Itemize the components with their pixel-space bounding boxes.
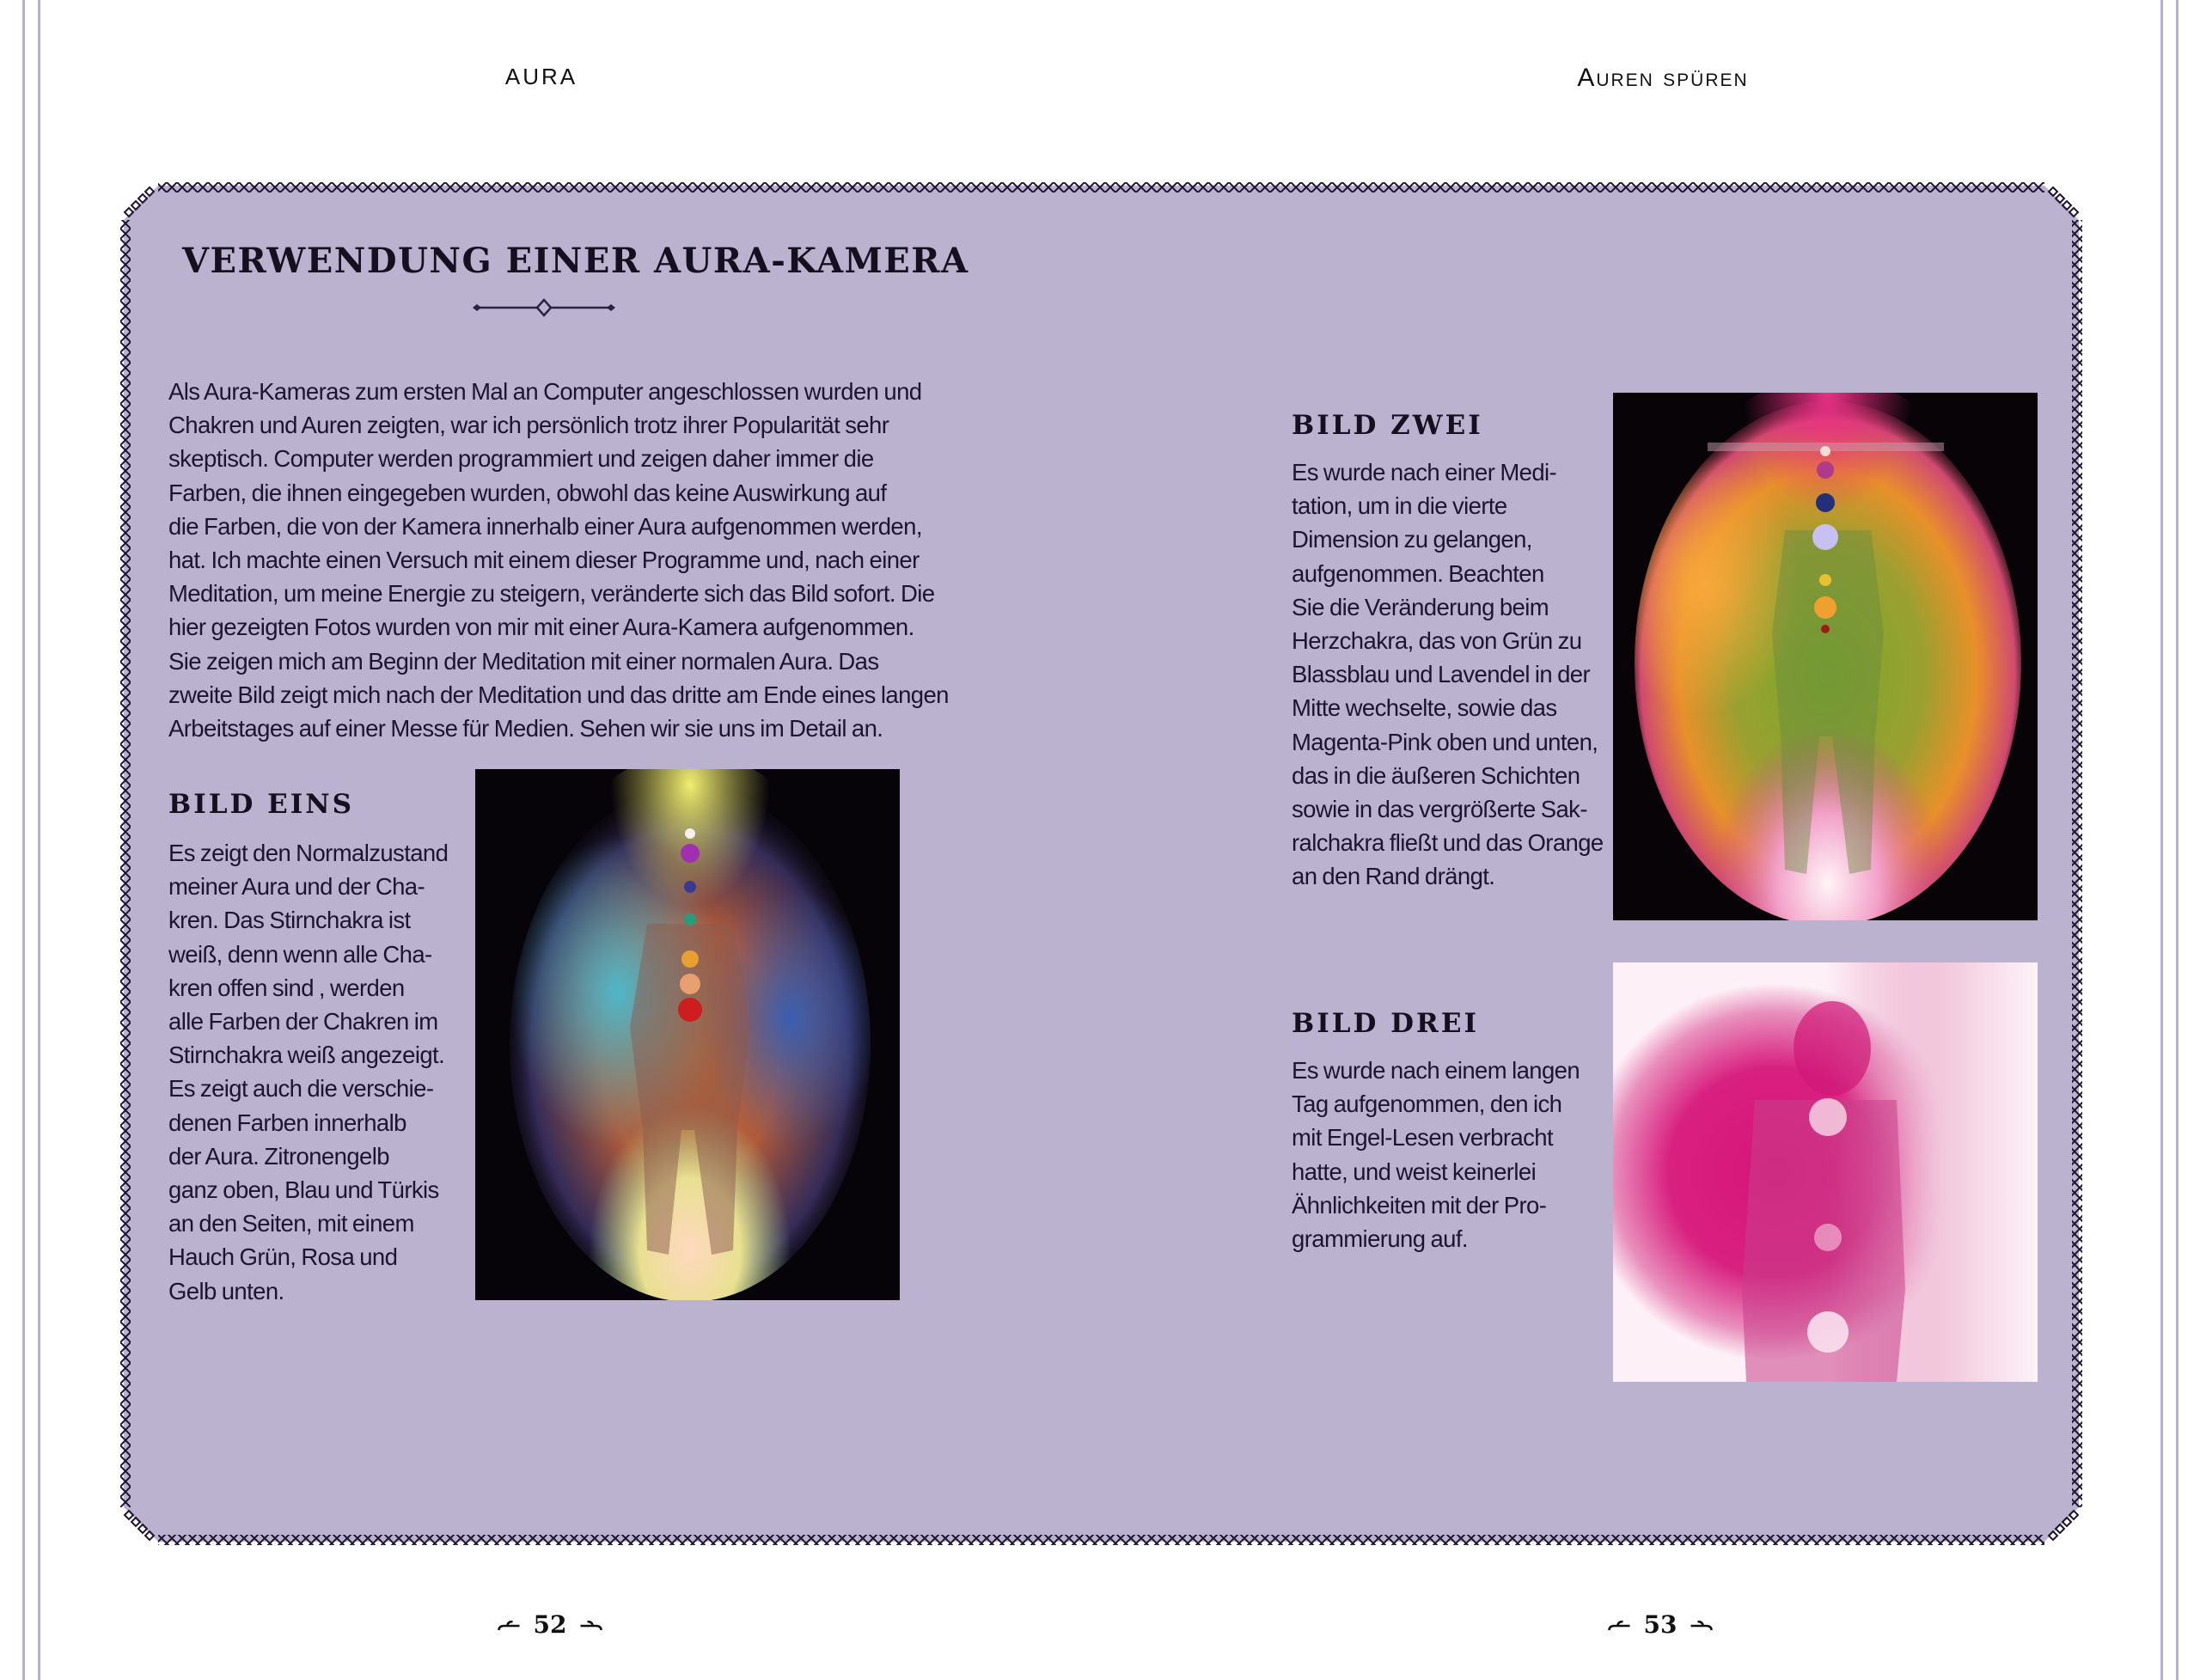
bild-eins-line: Gelb unten.: [168, 1277, 284, 1304]
bild-eins-line: an den Seiten, mit einem: [168, 1210, 414, 1237]
bild-eins-line: Stirnchakra weiß angezeigt.: [168, 1042, 445, 1069]
bild-zwei-line: Blassblau und Lavendel in der: [1292, 661, 1591, 688]
bild-zwei-line: tation, um in die vierte: [1292, 492, 1507, 520]
bild-zwei-line: Es wurde nach einer Medi-: [1292, 459, 1557, 486]
bild-zwei-text: [1292, 455, 1604, 894]
right-page-edge-inner: [2160, 0, 2163, 1680]
left-page-number: [498, 1610, 603, 1639]
intro-paragraph: [168, 375, 949, 745]
bild-zwei-line: aufgenommen. Beachten: [1292, 559, 1544, 587]
left-running-head: AURA: [504, 64, 578, 89]
bild-zwei-line: Herzchakra, das von Grün zu: [1292, 627, 1582, 655]
left-flourish-icon: [1608, 1618, 1632, 1632]
bild-drei-line: mit Engel-Lesen verbracht: [1292, 1124, 1553, 1152]
right-running-head: Auren spüren: [1577, 64, 1749, 92]
bild-eins-line: Hauch Grün, Rosa und: [168, 1243, 398, 1271]
bild-drei-heading: BILD DREI: [1292, 1008, 1479, 1039]
bild-zwei-line: Sie die Veränderung beim: [1292, 593, 1549, 620]
bild-eins-line: alle Farben der Chakren im: [168, 1008, 438, 1035]
right-page-number: [1608, 1610, 1714, 1639]
left-flourish-icon: [498, 1618, 522, 1632]
bild-eins-text: [168, 836, 448, 1308]
intro-line: Farben, die ihnen eingegeben wurden, obwohl das keine Auswirkung auf: [168, 479, 887, 506]
right-page-edge-outer: [2176, 0, 2179, 1680]
bild-zwei-line: Magenta-Pink oben und unten,: [1292, 728, 1598, 755]
bild-zwei-line: sowie in das vergrößerte Sak-: [1292, 796, 1587, 823]
bild-drei-text: [1292, 1054, 1580, 1255]
bild-eins-line: denen Farben innerhalb: [168, 1109, 406, 1136]
intro-line: Meditation, um meine Energie zu steigern, veränderte sich das Bild sofort. Die: [168, 580, 935, 608]
bild-drei-line: Tag aufgenommen, den ich: [1292, 1090, 1562, 1118]
bild-drei-line: hatte, und weist keinerlei: [1292, 1158, 1537, 1185]
section-title: VERWENDUNG EINER AURA-KAMERA: [182, 241, 969, 281]
bild-zwei-line: ralchakra fließt und das Orange: [1292, 829, 1604, 857]
aura-photo-after-meditation: [1613, 393, 2038, 920]
right-flourish-icon: [1689, 1618, 1713, 1632]
bild-eins-heading: BILD EINS: [168, 789, 355, 820]
bild-eins-line: kren. Das Stirnchakra ist: [168, 907, 411, 934]
bild-eins-line: der Aura. Zitronengelb: [168, 1142, 389, 1170]
bild-eins-line: ganz oben, Blau und Türkis: [168, 1176, 439, 1204]
page-number-53: 53: [1643, 1610, 1678, 1639]
bild-zwei-line: Dimension zu gelangen,: [1292, 526, 1532, 553]
left-page-edge-inner: [38, 0, 40, 1680]
intro-line: Als Aura-Kameras zum ersten Mal an Computer angeschlossen wurden und: [168, 378, 922, 405]
intro-line: Chakren und Auren zeigten, war ich persönlich trotz ihrer Popularität sehr: [168, 412, 889, 439]
page-number-52: 52: [533, 1610, 567, 1639]
bild-eins-line: kren offen sind , werden: [168, 974, 405, 1001]
bild-eins-line: meiner Aura und der Cha-: [168, 873, 425, 901]
aura-photo-after-long-day: [1613, 962, 2038, 1382]
intro-line: die Farben, die von der Kamera innerhalb einer Aura aufgenommen werden,: [168, 512, 922, 540]
bild-zwei-heading: BILD ZWEI: [1292, 410, 1483, 441]
bild-drei-line: Ähnlichkeiten mit der Pro-: [1292, 1191, 1547, 1219]
intro-line: skeptisch. Computer werden programmiert und zeigen daher immer die: [168, 445, 874, 473]
bild-zwei-line: an den Rand drängt.: [1292, 863, 1495, 890]
right-flourish-icon: [578, 1618, 602, 1632]
left-page-edge-outer: [22, 0, 25, 1680]
title-ornament-divider: [471, 297, 617, 318]
bild-zwei-line: das in die äußeren Schichten: [1292, 761, 1580, 789]
intro-line: hier gezeigten Fotos wurden von mir mit einer Aura-Kamera aufgenommen.: [168, 614, 914, 641]
aura-photo-normal-state: [475, 769, 900, 1300]
intro-line: Sie zeigen mich am Beginn der Meditation mit einer normalen Aura. Das: [168, 647, 879, 675]
bild-drei-line: grammierung auf.: [1292, 1225, 1468, 1253]
bild-drei-line: Es wurde nach einem langen: [1292, 1057, 1580, 1084]
bild-zwei-line: Mitte wechselte, sowie das: [1292, 694, 1557, 722]
intro-line: hat. Ich machte einen Versuch mit einem dieser Programme und, nach einer: [168, 547, 920, 574]
bild-eins-line: Es zeigt den Normalzustand: [168, 840, 449, 866]
intro-line: Arbeitstages auf einer Messe für Medien. Sehen wir sie uns im Detail an.: [168, 715, 883, 742]
bild-eins-line: weiß, denn wenn alle Cha-: [168, 940, 432, 968]
intro-line: zweite Bild zeigt mich nach der Meditation und das dritte am Ende eines langen: [168, 681, 949, 708]
bild-eins-line: Es zeigt auch die verschie-: [168, 1075, 434, 1103]
